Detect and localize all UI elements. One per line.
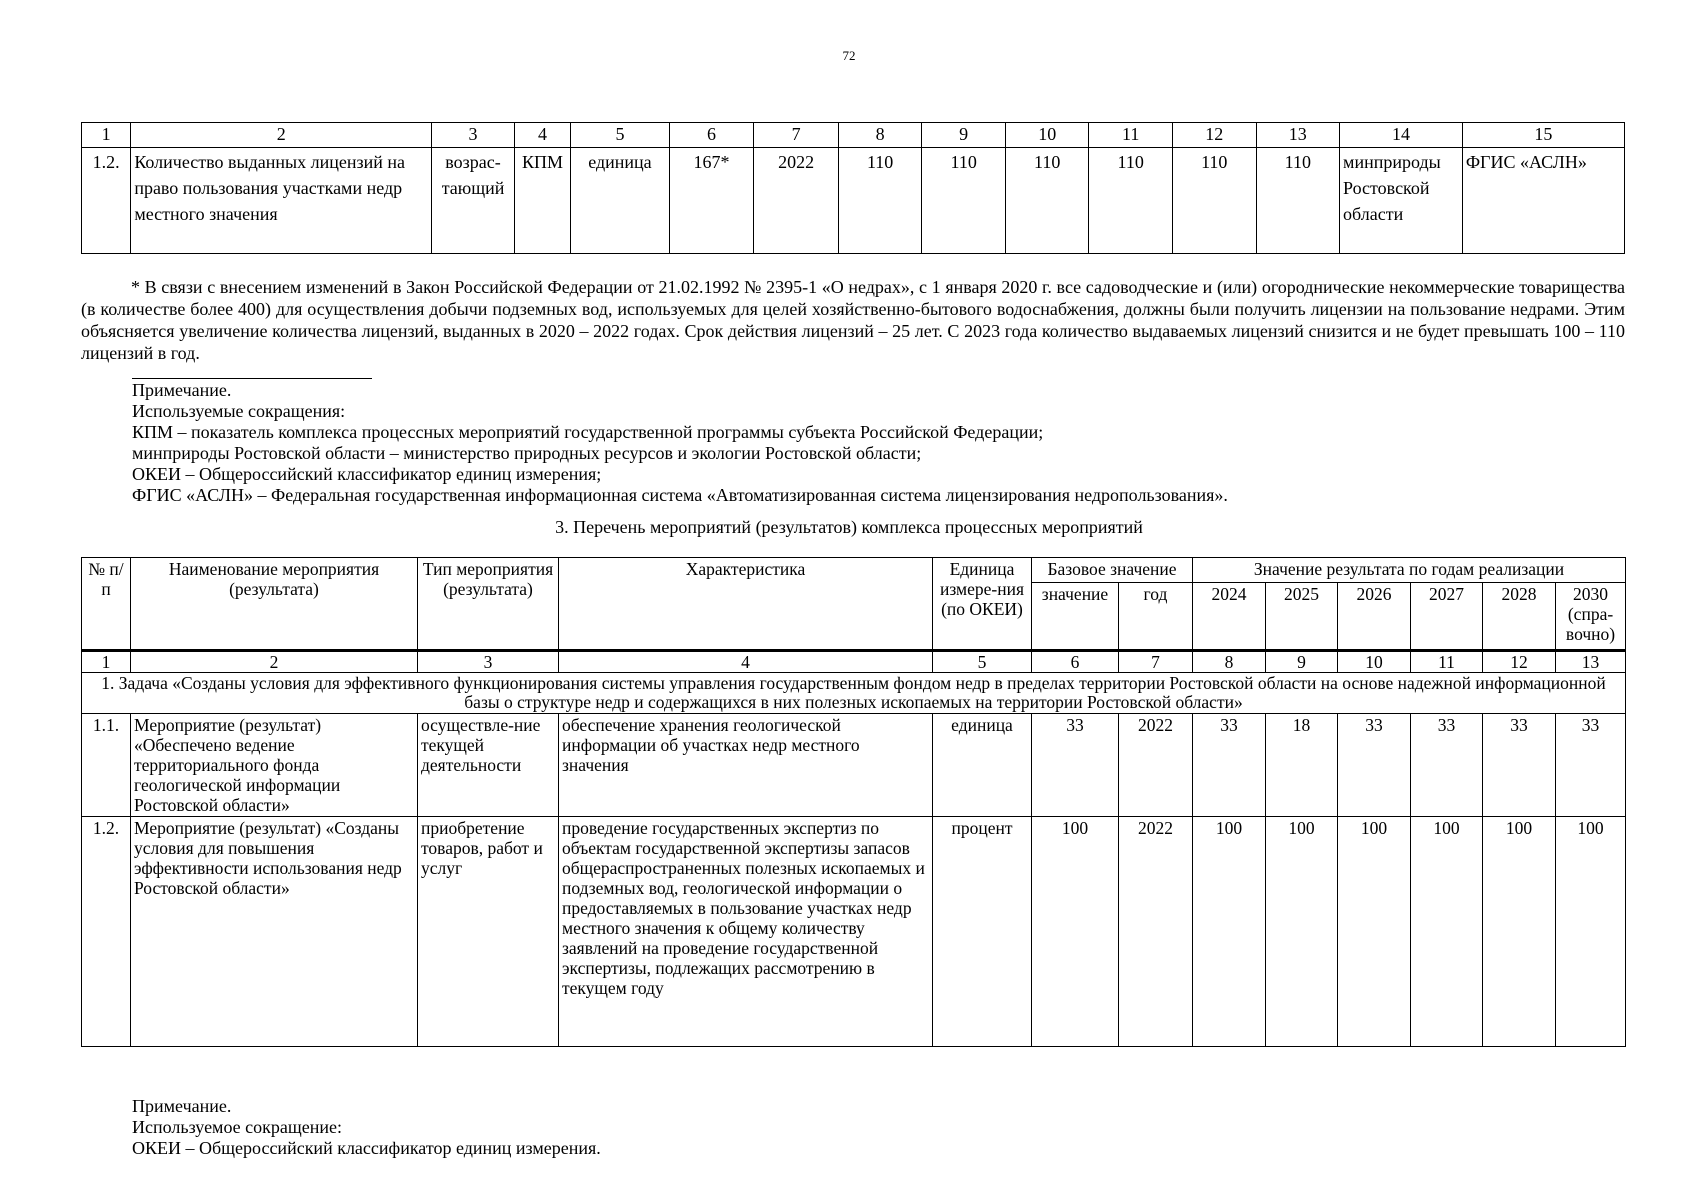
responsible-body: минприроды Ростовской области (1340, 148, 1463, 254)
year-value: 100 (1483, 817, 1556, 1047)
base-year: 2022 (754, 148, 839, 254)
col-number: 7 (1119, 651, 1193, 673)
col-number: 15 (1462, 123, 1624, 148)
row-number: 1.1. (82, 714, 131, 817)
year-value: 33 (1193, 714, 1266, 817)
header-year: 2027 (1411, 583, 1483, 651)
page-number: 72 (842, 48, 856, 63)
section-title: 3. Перечень мероприятий (результатов) комплекса процессных мероприятий (555, 517, 1143, 537)
indicator-trend: возрас-тающий (432, 148, 515, 254)
col-number: 8 (1193, 651, 1266, 673)
abbreviation-line: ФГИС «АСЛН» – Федеральная государственная информационная система «Автоматизированная система лицензирования недропользования». (132, 485, 1228, 505)
abbreviation-line: КПМ – показатель комплекса процессных мероприятий государственной программы субъекта Российской Федерации; (132, 422, 1044, 442)
col-number: 11 (1411, 651, 1483, 673)
table-row (82, 714, 1626, 817)
col-number: 14 (1340, 123, 1463, 148)
header-unit: Единица измере-ния (по ОКЕИ) (933, 558, 1032, 651)
header-type: Тип мероприятия (результата) (418, 558, 559, 651)
year-value: 33 (1556, 714, 1626, 817)
header-year: 2024 (1193, 583, 1266, 651)
header-year: 2030 (спра-вочно) (1556, 583, 1626, 651)
note-subtitle: Используемое сокращение: (132, 1117, 342, 1137)
measure-unit: единица (933, 714, 1032, 817)
footnote-divider (132, 378, 372, 379)
col-number: 9 (1266, 651, 1338, 673)
col-number: 10 (1005, 123, 1089, 148)
year-value: 110 (922, 148, 1006, 254)
header-year: 2026 (1338, 583, 1411, 651)
row-number: 1.2. (82, 148, 131, 254)
year-value: 33 (1483, 714, 1556, 817)
information-system: ФГИС «АСЛН» (1462, 148, 1624, 254)
measure-characteristic: проведение государственных экспертиз по объектам государственной экспертизы запасов общераспространенных полезных ископаемых и подземных вод, геологической информации о предоставляемых в пользование участках недр местного значения к общему количеству заявлений на проведение государственной экспертизы, подлежащих рассмотрению в текущем году (559, 817, 933, 1047)
row-number: 1.2. (82, 817, 131, 1047)
year-value: 110 (1005, 148, 1089, 254)
header-base-year: год (1119, 583, 1193, 651)
measure-name: Мероприятие (результат) «Обеспечено ведение территориального фонда геологической информации Ростовской области» (131, 714, 418, 817)
col-number: 2 (131, 651, 418, 673)
table-row (82, 148, 1625, 254)
col-number: 6 (669, 123, 754, 148)
base-year: 2022 (1119, 714, 1193, 817)
year-value: 33 (1338, 714, 1411, 817)
header-base-value: значение (1032, 583, 1119, 651)
col-number: 7 (754, 123, 839, 148)
column-number-row (82, 123, 1625, 148)
col-number: 12 (1172, 123, 1256, 148)
measure-type: приобретение товаров, работ и услуг (418, 817, 559, 1047)
year-value: 18 (1266, 714, 1338, 817)
indicator-level: КПМ (514, 148, 570, 254)
col-number: 12 (1483, 651, 1556, 673)
col-number: 13 (1256, 123, 1340, 148)
measure-type: осуществле-ние текущей деятельности (418, 714, 559, 817)
task-title: 1. Задача «Созданы условия для эффективного функционирования системы управления государственным фондом недр в пределах территории Ростовской области на основе надежной информационной базы о структуре недр и содержащихся в них полезных ископаемых на территории Ростовской области» (82, 673, 1626, 714)
indicators-table (81, 122, 1625, 254)
year-value: 110 (1089, 148, 1173, 254)
col-number: 4 (514, 123, 570, 148)
abbreviation-line: минприроды Ростовской области – министерство природных ресурсов и экологии Ростовской области; (132, 443, 922, 463)
col-number: 10 (1338, 651, 1411, 673)
col-number: 5 (933, 651, 1032, 673)
col-number: 2 (131, 123, 432, 148)
base-value: 33 (1032, 714, 1119, 817)
header-row (82, 558, 1626, 583)
measure-characteristic: обеспечение хранения геологической информации об участках недр местного значения (559, 714, 933, 817)
year-value: 100 (1411, 817, 1483, 1047)
header-num: № п/п (82, 558, 131, 651)
note-title: Примечание. (132, 380, 232, 400)
task-row (82, 673, 1626, 714)
year-value: 100 (1556, 817, 1626, 1047)
header-name: Наименование мероприятия (результата) (131, 558, 418, 651)
year-value: 110 (838, 148, 922, 254)
column-number-row (82, 651, 1626, 673)
header-year: 2025 (1266, 583, 1338, 651)
col-number: 3 (432, 123, 515, 148)
indicator-name: Количество выданных лицензий на право пользования участками недр местного значения (131, 148, 432, 254)
indicator-unit: единица (571, 148, 670, 254)
header-year: 2028 (1483, 583, 1556, 651)
col-number: 5 (571, 123, 670, 148)
year-value: 100 (1338, 817, 1411, 1047)
col-number: 4 (559, 651, 933, 673)
note-title: Примечание. (132, 1096, 232, 1116)
abbreviation-line: ОКЕИ – Общероссийский классификатор единиц измерения. (132, 1138, 601, 1158)
year-value: 33 (1411, 714, 1483, 817)
abbreviation-line: ОКЕИ – Общероссийский классификатор единиц измерения; (132, 464, 602, 484)
measure-unit: процент (933, 817, 1032, 1047)
col-number: 8 (838, 123, 922, 148)
col-number: 1 (82, 651, 131, 673)
header-characteristic: Характеристика (559, 558, 933, 651)
measures-table (81, 557, 1626, 1047)
year-value: 110 (1172, 148, 1256, 254)
table-row (82, 817, 1626, 1047)
header-base: Базовое значение (1032, 558, 1193, 583)
col-number: 3 (418, 651, 559, 673)
year-value: 110 (1256, 148, 1340, 254)
footnote: * В связи с внесением изменений в Закон Российской Федерации от 21.02.1992 № 2395-1 «О недрах», с 1 января 2020 г. все садоводческие и (или) огороднические некоммерческие товарищества (в количестве более 400) для осуществления добычи подземных вод, используемых для целей хозяйственно-бытового водоснабжения, должны были получить лицензии на пользование недрами. Этим объясняется увеличение количества лицензий, выданных в 2020 – 2022 годах. Срок действия лицензий – 25 лет. С 2023 года количество выдаваемых лицензий снизится и не будет превышать 100 – 110 лицензий в год. (81, 277, 1625, 363)
col-number: 9 (922, 123, 1006, 148)
year-value: 100 (1193, 817, 1266, 1047)
col-number: 6 (1032, 651, 1119, 673)
col-number: 1 (82, 123, 131, 148)
year-value: 100 (1266, 817, 1338, 1047)
base-value: 100 (1032, 817, 1119, 1047)
base-year: 2022 (1119, 817, 1193, 1047)
header-result: Значение результата по годам реализации (1193, 558, 1626, 583)
col-number: 11 (1089, 123, 1173, 148)
measure-name: Мероприятие (результат) «Созданы условия для повышения эффективности использования недр Ростовской области» (131, 817, 418, 1047)
col-number: 13 (1556, 651, 1626, 673)
note-subtitle: Используемые сокращения: (132, 401, 346, 421)
base-value: 167* (669, 148, 754, 254)
